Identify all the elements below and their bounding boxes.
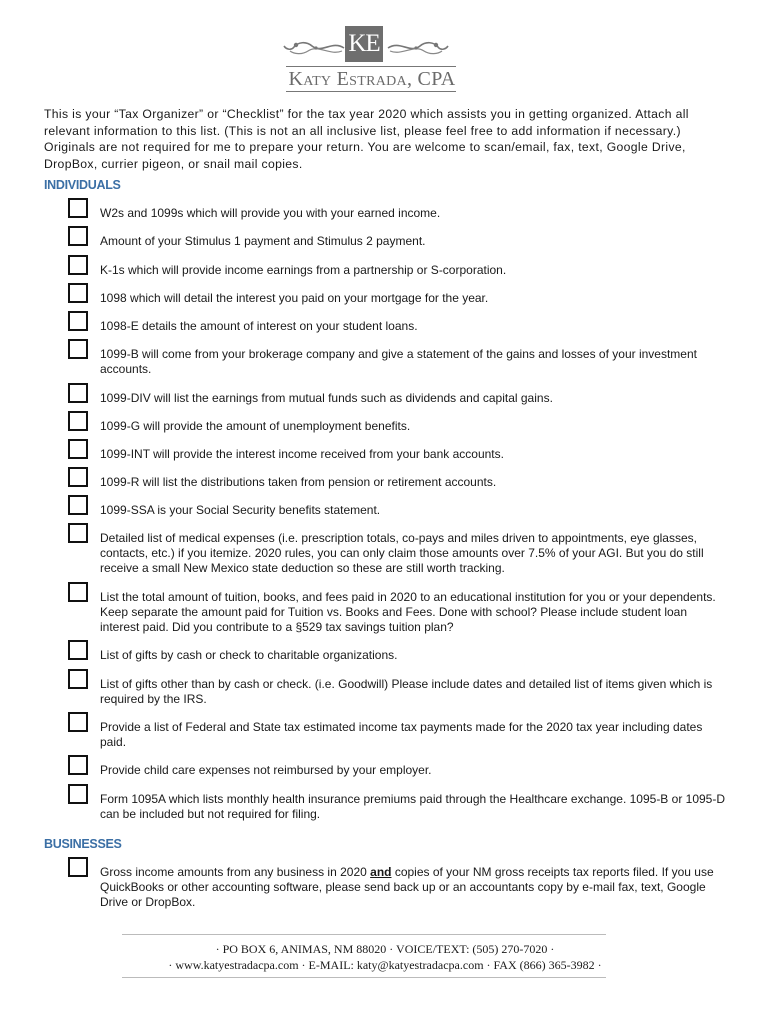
checkbox[interactable] — [68, 283, 88, 303]
checklist-item-text: 1099-SSA is your Social Security benefits statement. — [100, 503, 381, 517]
footer-contact-line: · www.katyestradacpa.com · E-MAIL: katy@katyestradacpa.com · FAX (866) 365-3982 · — [168, 958, 602, 972]
footer-rule-top — [122, 934, 606, 935]
checkbox[interactable] — [68, 495, 88, 515]
checklist-item-text: 1099-INT will provide the interest income received from your bank accounts. — [100, 447, 504, 461]
checklist-item-text: K-1s which will provide income earnings from a partnership or S-corporation. — [100, 263, 507, 277]
business-text-start: Gross income amounts from any business in 2020 — [100, 865, 371, 879]
firm-logo — [282, 22, 462, 96]
intro-paragraph: This is your “Tax Organizer” or “Checklist” for the tax year 2020 which assists you in getting organized. Attach all relevant information to this list. (This is not an all inclusive list, please feel free to add information if necessary.) Originals are not required for me to prepare your return. You are welcome to scan/email, fax, text, Google Drive, DropBox, currier pigeon, or snail mail copies. — [44, 107, 689, 171]
checkbox[interactable] — [68, 640, 88, 660]
checklist-item-text: Provide child care expenses not reimbursed by your employer. — [100, 763, 432, 777]
checkbox[interactable] — [68, 255, 88, 275]
checklist-item-text: List of gifts by cash or check to charitable organizations. — [100, 648, 398, 662]
checkbox[interactable] — [68, 755, 88, 775]
checkbox[interactable] — [68, 226, 88, 246]
business-text-end: copies of your NM gross receipts tax reports filed. If you use QuickBooks or other accounting software, please send back up or an accountants copy by e-mail fax, text, Google Drive or DropBox. — [100, 865, 714, 909]
checklist-item-text: Detailed list of medical expenses (i.e. prescription totals, co-pays and miles driven to appointments, eye glasses, contacts, etc.) if you itemize. 2020 rules, you can only claim those amounts over 7.5% of your AGI. But you do still receive a small New Mexico state deduction so these are still worth tracking. — [100, 531, 704, 575]
checklist-item-text — [100, 865, 728, 910]
checklist-item-text: 1099-B will come from your brokerage company and give a statement of the gains and losses of your investment accounts. — [100, 347, 697, 376]
checkbox[interactable] — [68, 311, 88, 331]
checkbox[interactable] — [68, 383, 88, 403]
checklist-item-text: 1099-R will list the distributions taken from pension or retirement accounts. — [100, 475, 497, 489]
checkbox[interactable] — [68, 339, 88, 359]
section-heading-businesses: BUSINESSES — [44, 837, 122, 851]
checkbox[interactable] — [68, 857, 88, 877]
logo-rule-top — [286, 66, 456, 67]
checkbox[interactable] — [68, 523, 88, 543]
checklist-item-text: Form 1095A which lists monthly health insurance premiums paid through the Healthcare exchange. 1095-B or 1095-D can be included but not required for filing. — [100, 792, 726, 821]
footer-address-line: · PO BOX 6, ANIMAS, NM 88020 · VOICE/TEXT: (505) 270-7020 · — [215, 942, 555, 956]
checklist-item-text: W2s and 1099s which will provide you with your earned income. — [100, 206, 441, 220]
left-flourish-icon — [282, 36, 346, 58]
checkbox[interactable] — [68, 669, 88, 689]
checkbox[interactable] — [68, 198, 88, 218]
checkbox[interactable] — [68, 439, 88, 459]
checkbox[interactable] — [68, 582, 88, 602]
checklist-item-text: List the total amount of tuition, books, and fees paid in 2020 to an educational institution for you or your dependents. Keep separate the amount paid for Tuition vs. Books and Fees. Done with school? Please include student loan interest paid. Did you contribute to a §529 tax savings tuition plan? — [100, 590, 716, 634]
logo-rule-bottom — [286, 91, 456, 92]
section-heading-individuals: INDIVIDUALS — [44, 178, 121, 192]
footer-rule-bottom — [122, 977, 606, 978]
checkbox[interactable] — [68, 411, 88, 431]
checkbox[interactable] — [68, 712, 88, 732]
checklist-item-text: 1098 which will detail the interest you paid on your mortgage for the year. — [100, 291, 489, 305]
checklist-item-text: Provide a list of Federal and State tax estimated income tax payments made for the 2020 tax year including dates paid. — [100, 720, 703, 749]
checklist-item-text: Amount of your Stimulus 1 payment and Stimulus 2 payment. — [100, 234, 426, 248]
checklist-item-text: 1099-DIV will list the earnings from mutual funds such as dividends and capital gains. — [100, 391, 553, 405]
checkbox[interactable] — [68, 467, 88, 487]
checklist-item-text: 1099-G will provide the amount of unemployment benefits. — [100, 419, 411, 433]
right-flourish-icon — [386, 36, 450, 58]
checklist-item-text: List of gifts other than by cash or check. (i.e. Goodwill) Please include dates and detailed list of items given which is required by the IRS. — [100, 677, 713, 706]
checkbox[interactable] — [68, 784, 88, 804]
emphasis-and: and — [370, 865, 392, 879]
checklist-item-text: 1098-E details the amount of interest on your student loans. — [100, 319, 418, 333]
logo-monogram: KE — [345, 26, 383, 62]
logo-firm-name: Katy Estrada, CPA — [288, 68, 456, 90]
